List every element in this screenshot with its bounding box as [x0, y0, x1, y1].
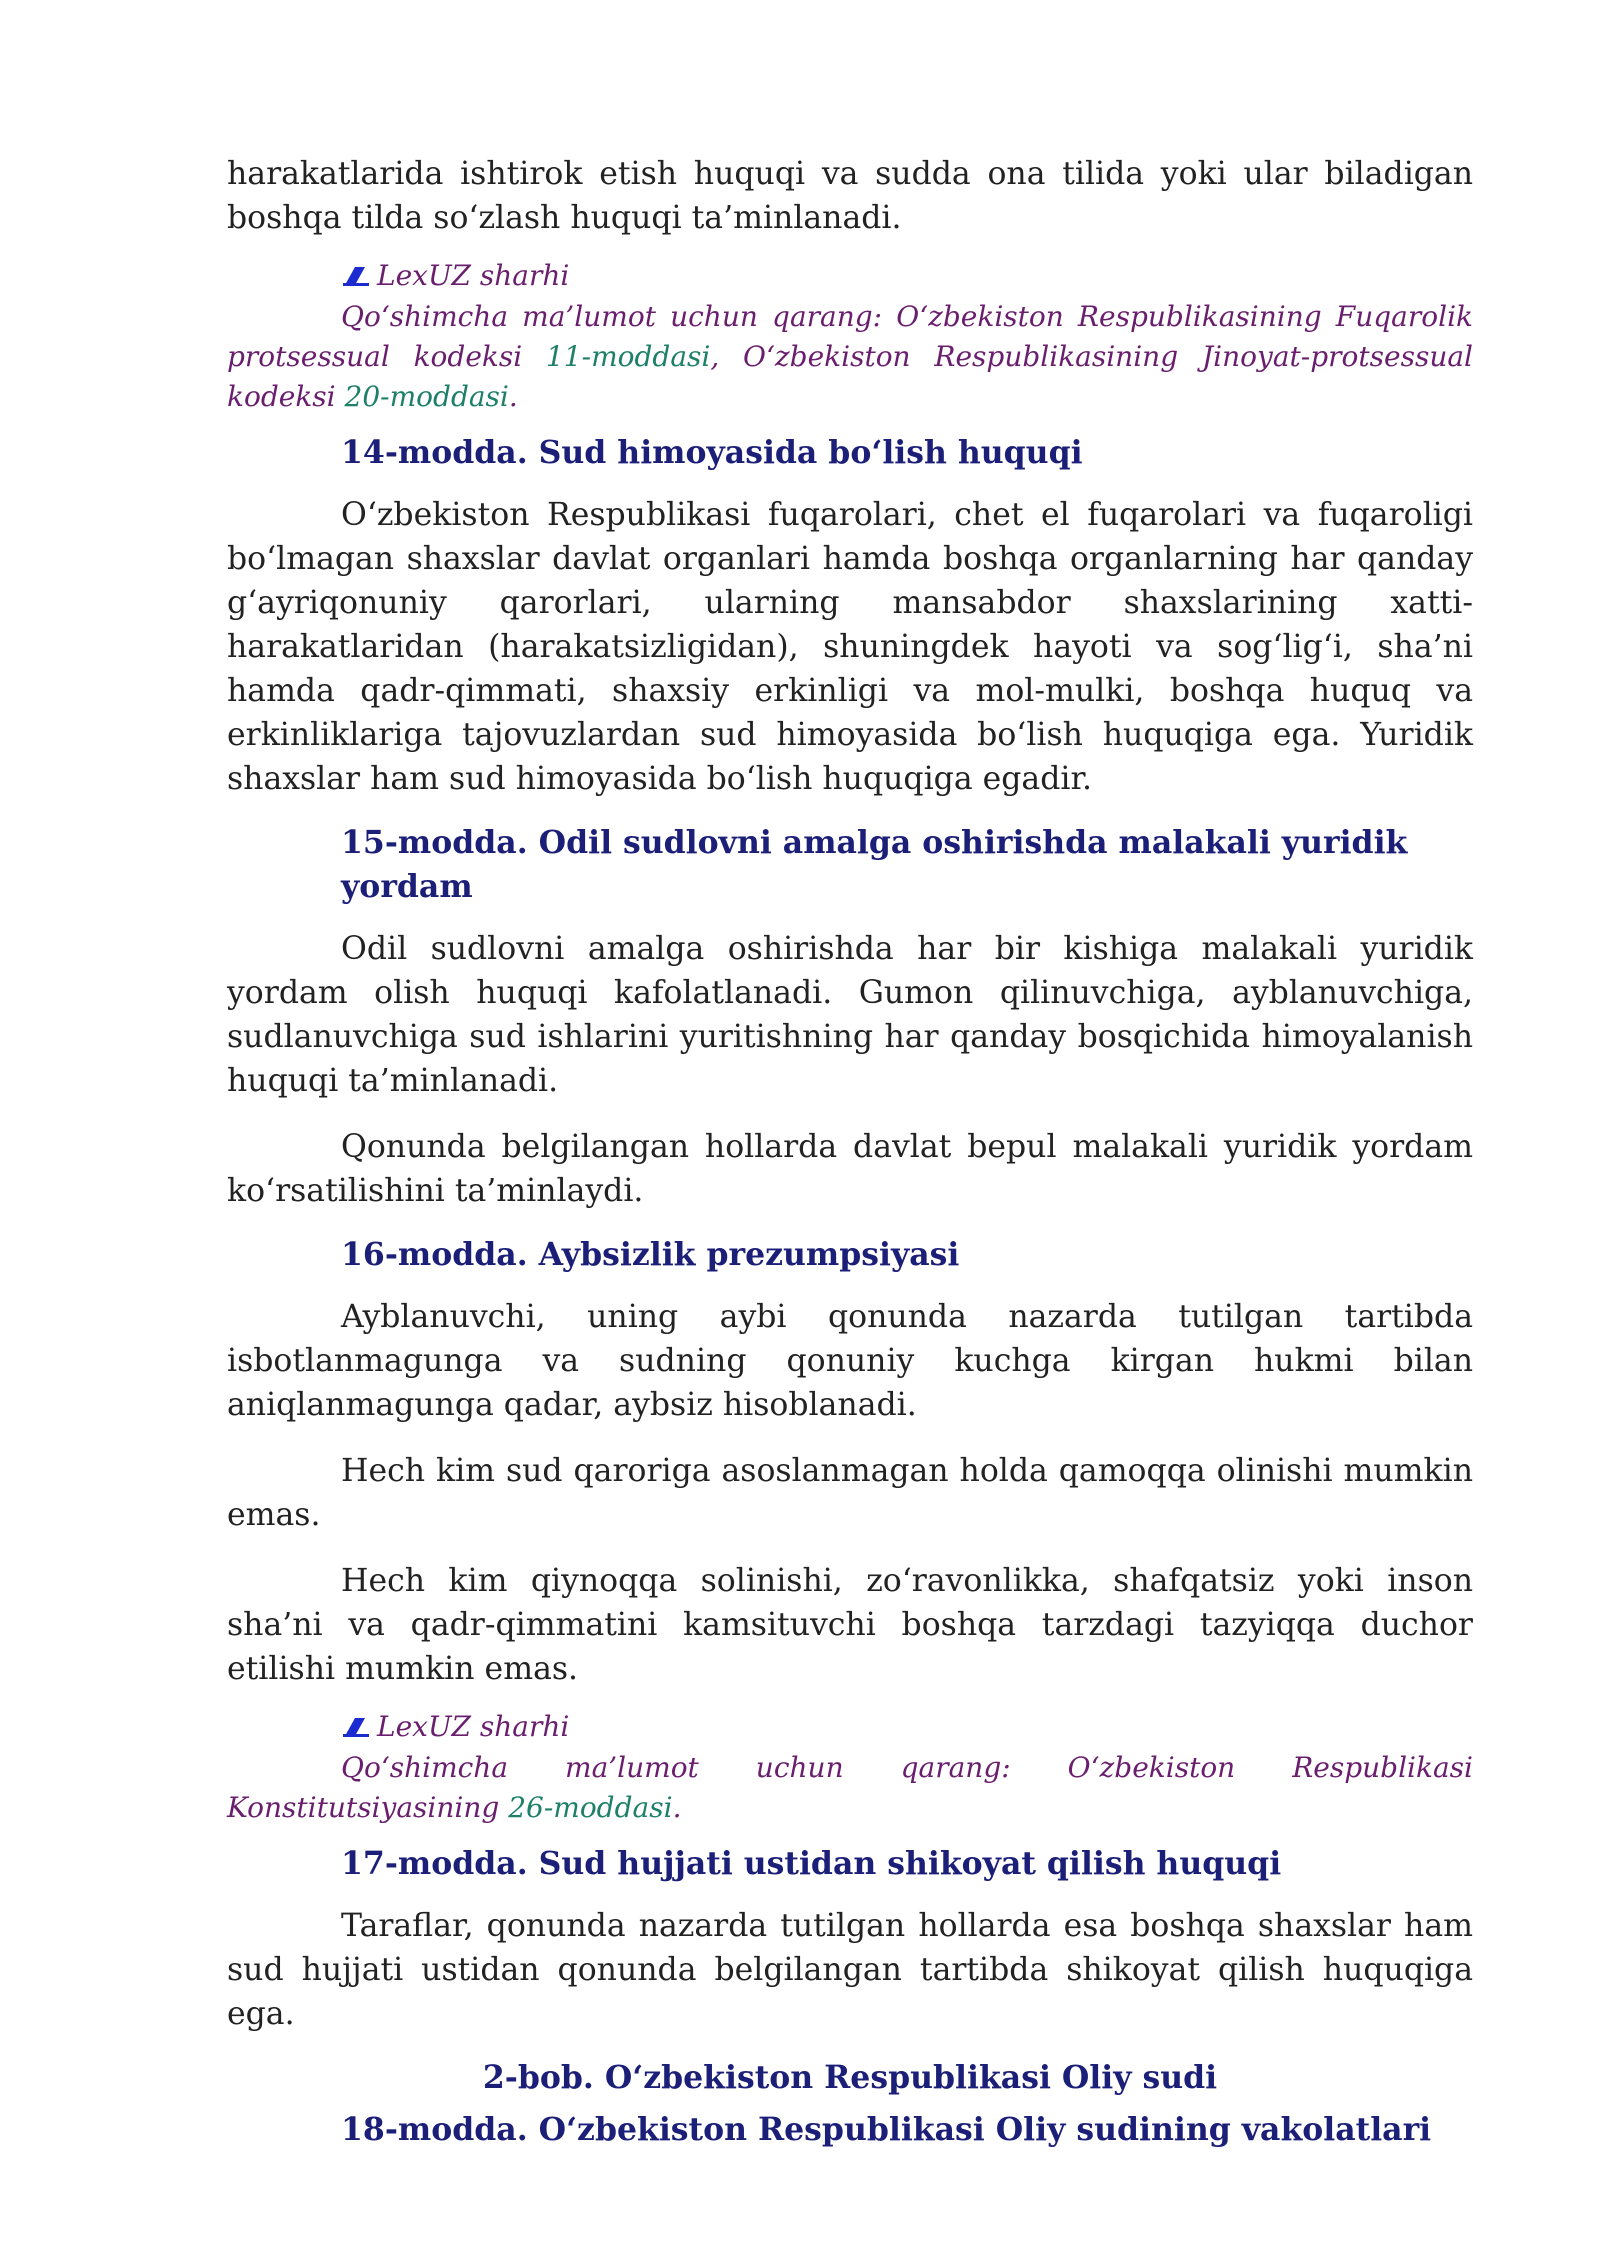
- note-text: , O‘zbekiston Respublikasining Jinoyat-protsessual kodeksi: [227, 340, 1474, 413]
- article-15-paragraph-2: Qonunda belgilangan hollarda davlat bepul malakali yuridik yordam ko‘rsatilishini ta’minlaydi.: [227, 1129, 1473, 1209]
- note-text: Qo‘shimcha ma’lumot uchun qarang: O‘zbekiston Respublikasining Fuqarolik protsessual kodeksi: [227, 300, 1473, 373]
- lexuz-comment-label[interactable]: [227, 258, 1473, 294]
- article-14-paragraph: O‘zbekiston Respublikasi fuqarolari, chet el fuqarolari va fuqaroligi bo‘lmagan shaxslar davlat organlari hamda boshqa organlarning har qanday g‘ayriqonuniy qarorlari, ularning mansabdor shaxslarining xatti-harakatlaridan (harakatsizligidan), shuningdek hayoti va sog‘lig‘i, sha’ni hamda qadr-qimmati, shaxsiy erkinligi va mol-mulki, boshqa huquq va erkinliklariga tajovuzlardan sud himoyasida bo‘lish huquqiga ega. Yuridik shaxslar ham sud himoyasida bo‘lish huquqiga egadir.: [227, 497, 1473, 797]
- article-16-paragraph-1: Ayblanuvchi, uning aybi qonunda nazarda tutilgan tartibda isbotlanmagunga va sudning qonuniy kuchga kirgan hukmi bilan aniqlanmagunga qadar, aybsiz hisoblanadi.: [227, 1299, 1473, 1423]
- article-15-paragraph-1: Odil sudlovni amalga oshirishda har bir kishiga malakali yuridik yordam olish huquqi kafolatlanadi. Gumon qilinuvchiga, ayblanuvchiga, sudlanuvchiga sud ishlarini yuritishning har qanday bosqichida himoyalanish huquqi ta’minlanadi.: [227, 931, 1473, 1099]
- link-20-moddasi[interactable]: 20-moddasi: [344, 380, 509, 413]
- article-14-heading: 14-modda. Sud himoyasida bo‘lish huquqi: [341, 434, 1083, 471]
- lexuz-pen-icon: [341, 265, 371, 287]
- lexuz-pen-icon: [341, 1716, 371, 1738]
- article-15-heading: 15-modda. Odil sudlovni amalga oshirishda malakali yuridik yordam: [341, 824, 1408, 905]
- link-11-moddasi[interactable]: 11-moddasi: [545, 340, 711, 373]
- lexuz-comment-text: [227, 297, 1473, 417]
- lexuz-comment-label[interactable]: [227, 1709, 1473, 1745]
- link-26-moddasi[interactable]: 26-moddasi: [508, 1791, 673, 1824]
- article-16-heading: 16-modda. Aybsizlik prezumpsiyasi: [341, 1236, 960, 1273]
- article-18-heading: 18-modda. O‘zbekiston Respublikasi Oliy sudining vakolatlari: [341, 2111, 1432, 2148]
- article-16-paragraph-3: Hech kim qiynoqqa solinishi, zo‘ravonlikka, shafqatsiz yoki inson sha’ni va qadr-qimmatini kamsituvchi boshqa tarzdagi tazyiqqa duchor etilishi mumkin emas.: [227, 1563, 1473, 1687]
- lexuz-comment-label-text: LexUZ sharhi: [377, 259, 570, 292]
- document-page: [227, 152, 1473, 2152]
- lexuz-comment-label-text: LexUZ sharhi: [377, 1710, 570, 1743]
- article-17-heading: 17-modda. Sud hujjati ustidan shikoyat qilish huquqi: [341, 1845, 1282, 1882]
- paragraph-continuation: harakatlarida ishtirok etish huquqi va sudda ona tilida yoki ular biladigan boshqa tilda so‘zlash huquqi ta’minlanadi.: [227, 156, 1473, 236]
- note-text: Qo‘shimcha ma’lumot uchun qarang: O‘zbekiston Respublikasi Konstitutsiyasining: [227, 1751, 1473, 1824]
- lexuz-comment-text: [227, 1748, 1473, 1828]
- chapter-2-heading: 2-bob. O‘zbekiston Respublikasi Oliy sudi: [482, 2059, 1218, 2096]
- note-text: .: [508, 380, 518, 413]
- article-17-paragraph: Taraflar, qonunda nazarda tutilgan hollarda esa boshqa shaxslar ham sud hujjati ustidan qonunda belgilangan tartibda shikoyat qilish huquqiga ega.: [227, 1908, 1473, 2032]
- article-16-paragraph-2: Hech kim sud qaroriga asoslanmagan holda qamoqqa olinishi mumkin emas.: [227, 1453, 1473, 1533]
- note-text: .: [672, 1791, 682, 1824]
